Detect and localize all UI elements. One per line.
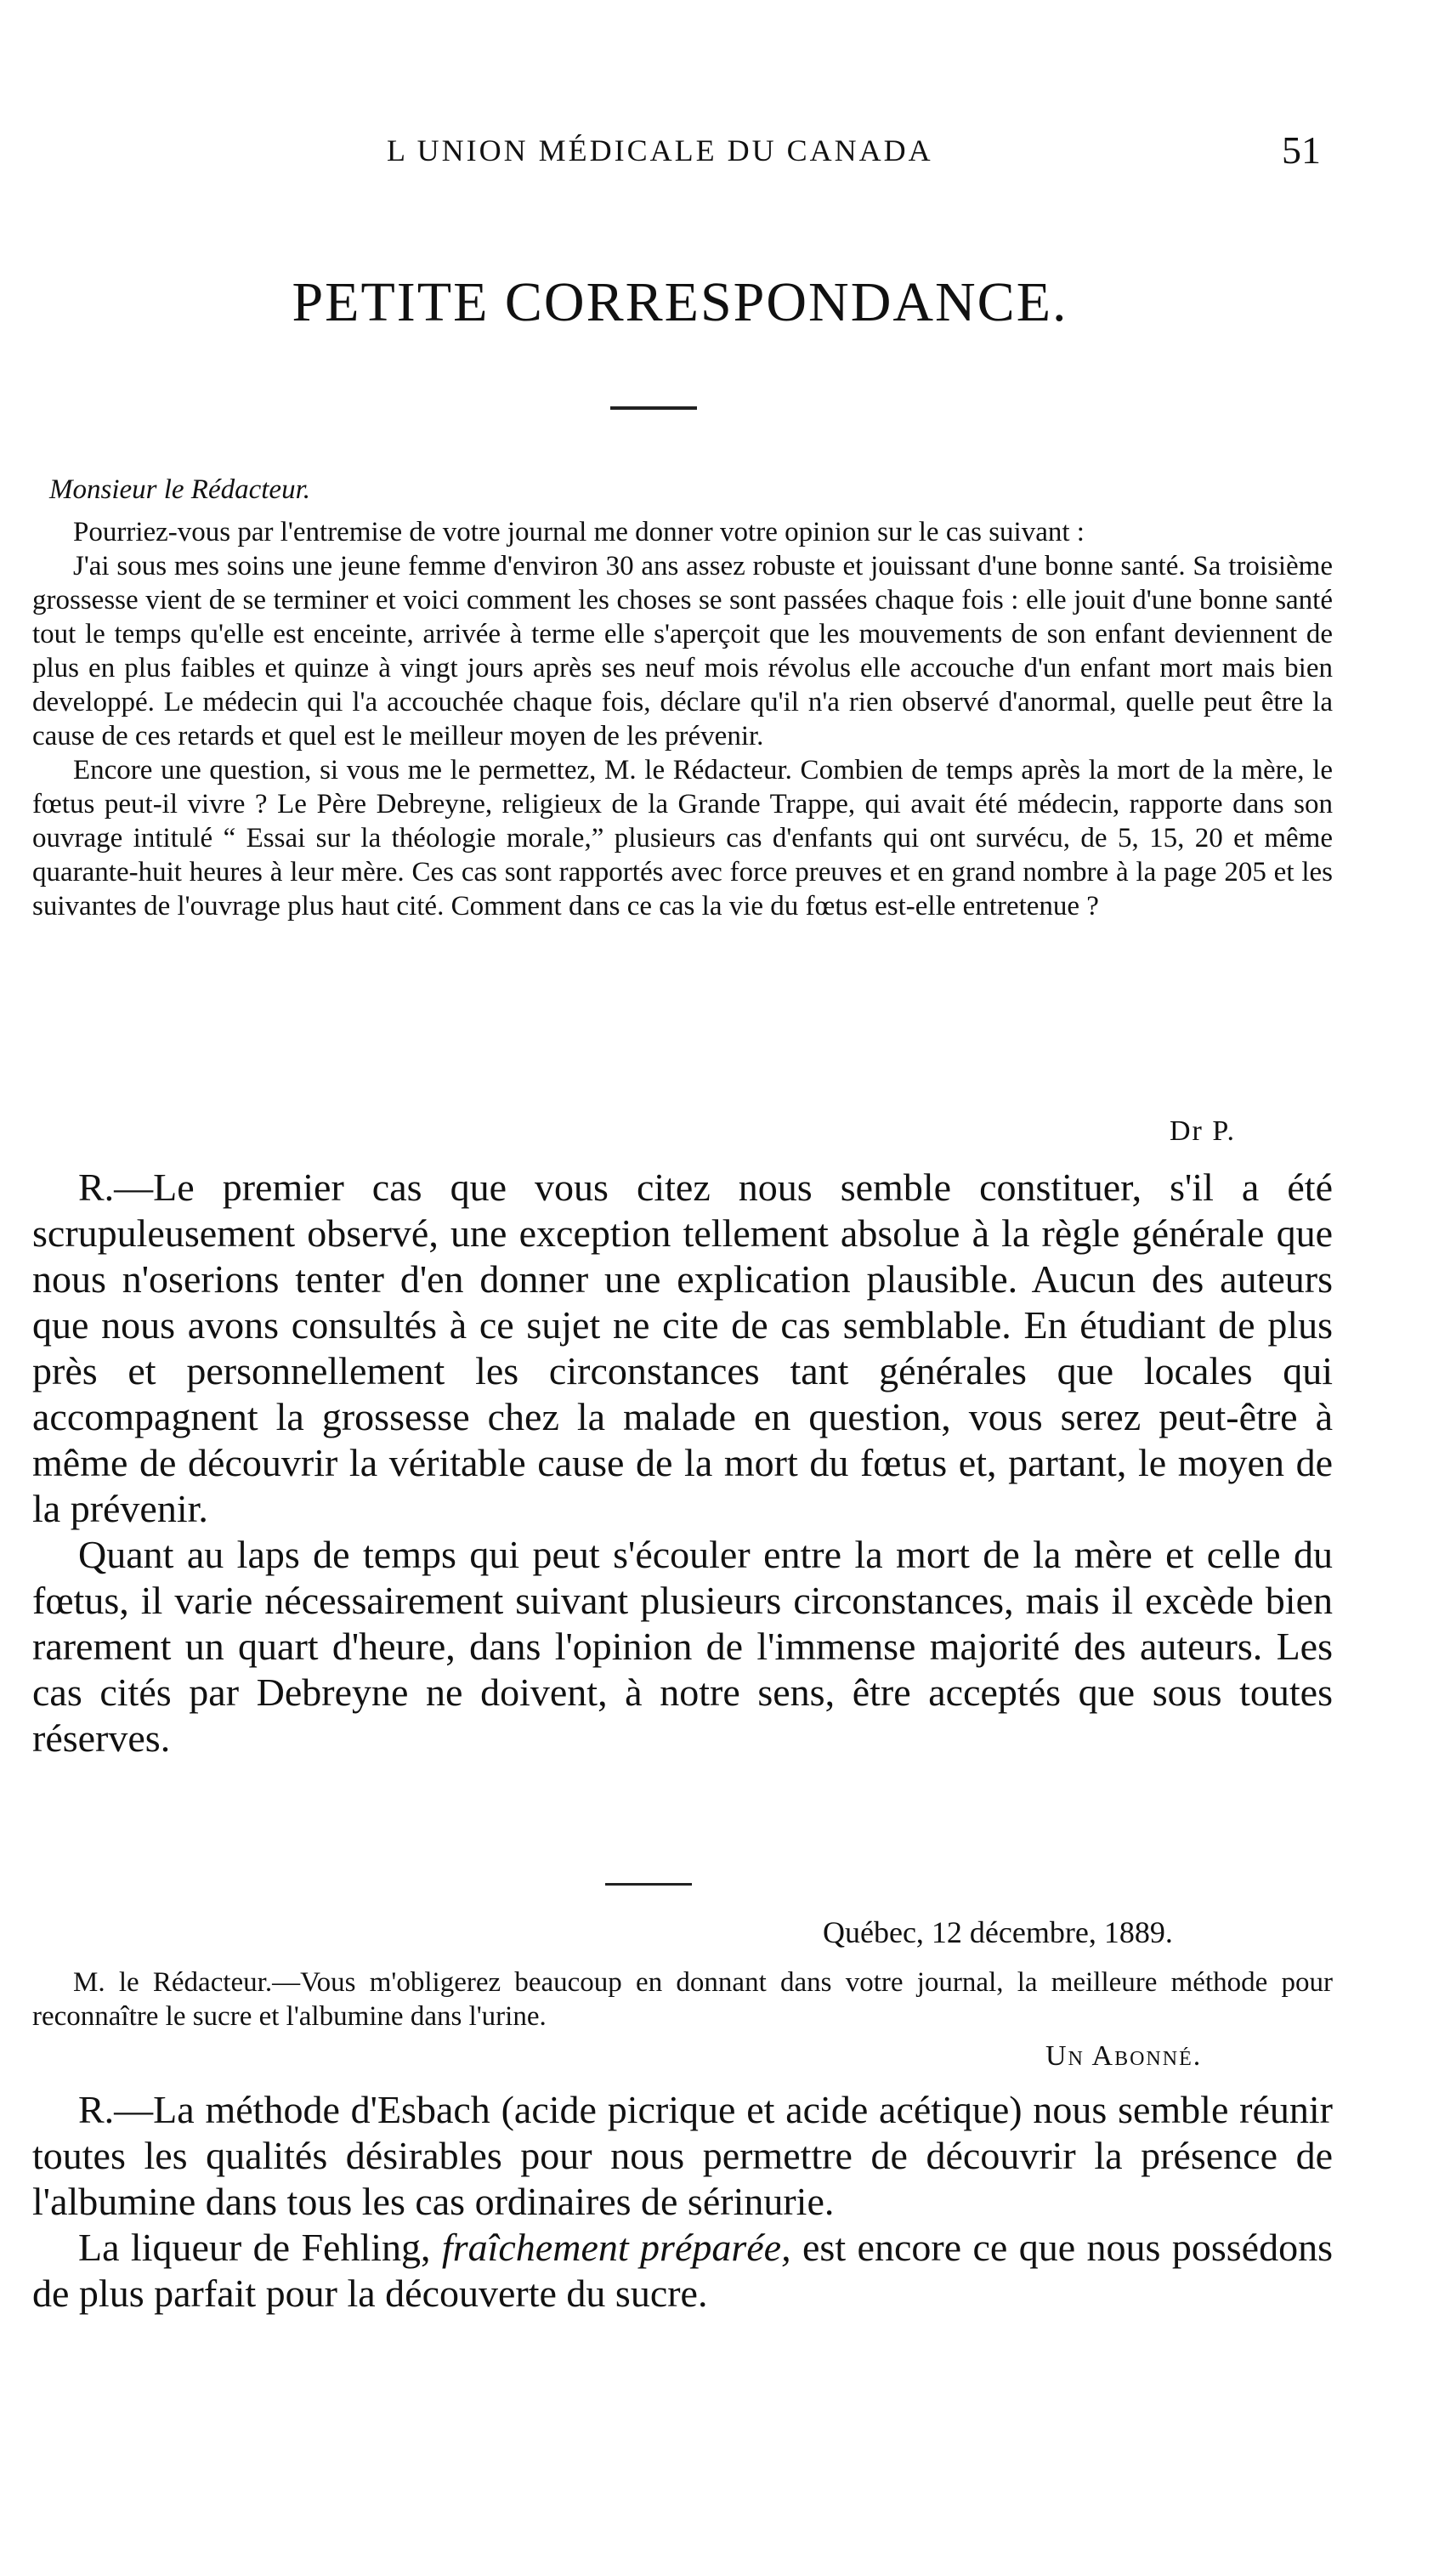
letter-1-paragraph: Encore une question, si vous me le permettez, M. le Rédacteur. Combien de temps après la mort de la mère, le fœtus peut-il vivre ? Le Père Debreyne, religieux de la Grande Trappe, qui avait été médecin, rapporte dans son ouvrage intitulé “ Essai sur la théologie morale,” plusieurs cas d'enfants qui ont survécu, de 5, 15, 20 et même quarante-huit heures à leur mère. Ces cas sont rapportés avec force preuves et en grand nombre à la page 205 et les suivantes de l'ouvrage plus haut cité. Comment dans ce cas la vie du fœtus est-elle entretenue ? bbox=[32, 755, 1333, 922]
journal-title: L UNION MÉDICALE DU CANADA bbox=[387, 133, 933, 167]
answer-2-paragraph-1: R.—La méthode d'Esbach (acide picrique et acide acétique) nous semble réunir toutes les qualités désirables pour nous permettre de découvrir la présence de l'albumine dans tous les cas ordinaires de sérinurie. bbox=[32, 2088, 1333, 2223]
answer-1-paragraph: R.—Le premier cas que vous citez nous semble constituer, s'il a été scrupuleusement observé, une exception tellement absolue à la règle générale que nous n'oserions tenter d'en donner une explication plausible. Aucun des auteurs que nous avons consultés à ce sujet ne cite de cas semblable. En étudiant de plus près et personnellement les circonstances tant générales que locales qui accompagnent la grossesse chez la malade en question, vous serez peut-être à même de découvrir la véritable cause de la mort du fœtus et, partant, le moyen de la prévenir. bbox=[32, 1166, 1333, 1530]
letter-2-body: M. le Rédacteur.—Vous m'obligerez beaucoup en donnant dans votre journal, la meilleure méthode pour reconnaître le sucre et l'albumine dans l'urine. bbox=[32, 1967, 1333, 2032]
answer-2 bbox=[32, 2087, 1333, 2317]
letter-1-paragraph: J'ai sous mes soins une jeune femme d'environ 30 ans assez robuste et jouissant d'une bonne santé. Sa troisième grossesse vient de se terminer et voici comment les choses se sont passées chaque fois : elle jouit d'une bonne santé tout le temps qu'elle est enceinte, arrivée à terme elle s'aperçoit que les mouvements de son enfant deviennent de plus en plus faibles et quinze à vingt jours après ses neuf mois révolus elle accouche d'un enfant mort mais bien developpé. Le médecin qui l'a accouchée chaque fois, déclare qu'il n'a rien observé d'anormal, quelle peut être la cause de ces retards et quel est le meilleur moyen de les prévenir. bbox=[32, 551, 1333, 752]
answer-2-paragraph-2 bbox=[32, 2225, 1333, 2317]
page-number: 51 bbox=[1282, 128, 1321, 172]
letter-1-signature: Dr P. bbox=[1170, 1115, 1237, 1147]
divider-rule bbox=[605, 1883, 692, 1886]
answer-2-text: La liqueur de Fehling, bbox=[78, 2226, 442, 2269]
section-title: PETITE CORRESPONDANCE. bbox=[292, 271, 1068, 333]
answer-1-paragraph: Quant au laps de temps qui peut s'écouler entre la mort de la mère et celle du fœtus, il varie nécessairement suivant plusieurs circonstances, mais il excède bien rarement un quart d'heure, dans l'opinion de l'immense majorité des auteurs. Les cas cités par Debreyne ne doivent, à notre sens, être acceptés que sous toutes réserves. bbox=[32, 1533, 1333, 1760]
answer-2-italic-text: fraîchement préparée, bbox=[441, 2226, 791, 2269]
answer-1 bbox=[32, 1165, 1333, 1761]
letter-1-salutation: Monsieur le Rédacteur. bbox=[49, 474, 311, 505]
letter-2-dateline: Québec, 12 décembre, 1889. bbox=[823, 1915, 1173, 1949]
letter-2-signature: Un Abonné. bbox=[1045, 2040, 1203, 2072]
divider-rule bbox=[610, 406, 697, 410]
letter-1-paragraph: Pourriez-vous par l'entremise de votre journal me donner votre opinion sur le cas suivant : bbox=[73, 517, 1085, 547]
letter-1 bbox=[32, 473, 1333, 923]
running-head bbox=[0, 128, 1456, 184]
letter-2 bbox=[32, 1965, 1333, 2033]
answer-2-text: est encore ce que nous possédons de plus parfait pour la découverte du sucre. bbox=[32, 2226, 1333, 2315]
